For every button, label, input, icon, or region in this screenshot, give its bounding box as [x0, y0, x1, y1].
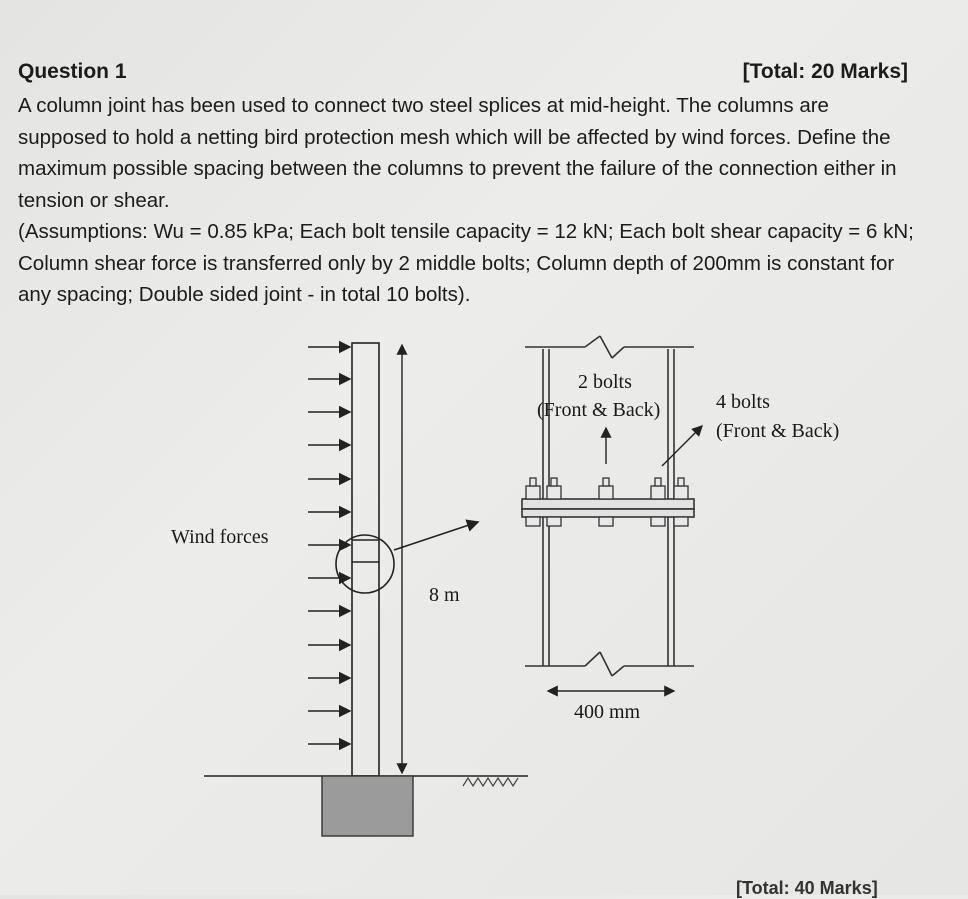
next-question-marks-cutoff: [Total: 40 Marks] [736, 878, 878, 898]
question-paragraph: A column joint has been used to connect two steel splices at mid-height. The columns are supposed to hold a netting bird protection mesh which will be affected by wind forces. Define the maximum possible spacing between the columns to prevent the failure of the connection either in tension or shear. [18, 94, 897, 212]
middle-bolts-sublabel: (Front & Back) [537, 399, 661, 421]
steel-column [352, 343, 379, 776]
side-bolts-label: 4 bolts [716, 391, 770, 413]
wind-forces-label: Wind forces [171, 526, 269, 548]
question-title: Question 1 [18, 60, 127, 83]
question-assumptions: (Assumptions: Wu = 0.85 kPa; Each bolt tensile capacity = 12 kN; Each bolt shear capacity = 6 kN; Column shear force is transferred only by 2 middle bolts; Column depth of 200mm is constant for any spacing; Double sided joint - in total 10 bolts). [18, 220, 914, 306]
joint-detail-circle [336, 522, 478, 593]
foundation-block [322, 776, 413, 836]
side-bolts-sublabel: (Front & Back) [716, 420, 840, 442]
column-joint-figure [0, 320, 968, 895]
height-dimension-label: 8 m [429, 584, 460, 606]
ground-hatch [463, 778, 518, 786]
width-dimension-label: 400 mm [574, 701, 641, 723]
question-header [18, 60, 912, 88]
question-body [18, 90, 918, 311]
question-total-marks: [Total: 20 Marks] [742, 60, 908, 83]
middle-bolts-label: 2 bolts [578, 371, 632, 393]
